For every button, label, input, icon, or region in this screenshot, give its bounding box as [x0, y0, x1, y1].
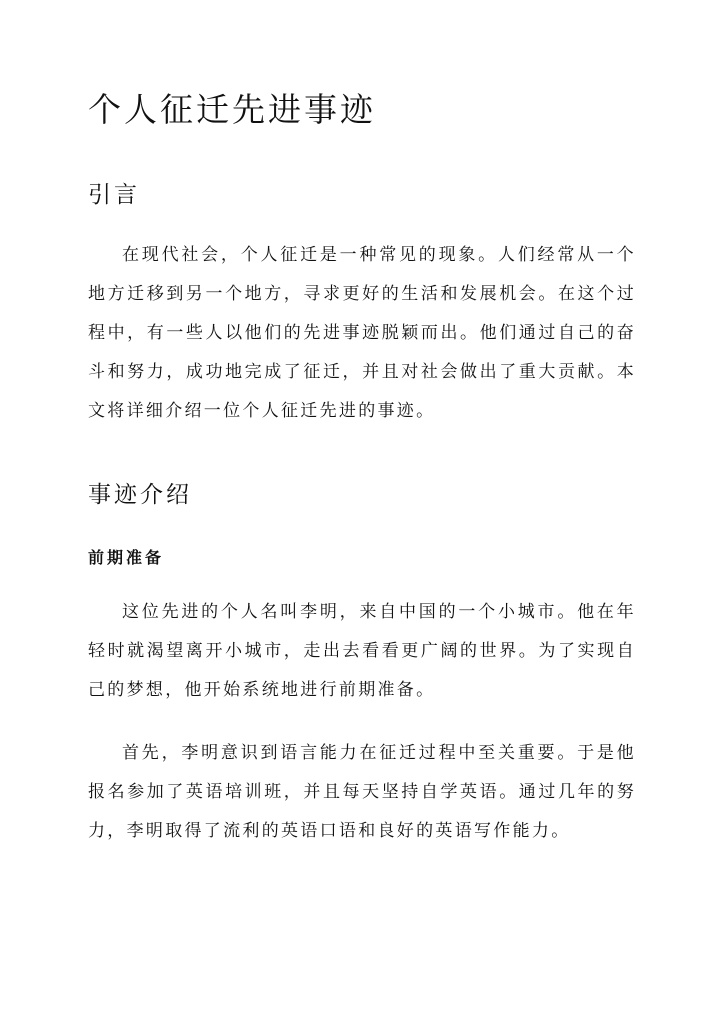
introduction-paragraph: 在现代社会，个人征迁是一种常见的现象。人们经常从一个地方迁移到另一个地方，寻求更好的生活和发展机会。在这个过程中，有一些人以他们的先进事迹脱颖而出。他们通过自己的奋斗和努力，成功地完成了征迁，并且对社会做出了重大贡献。本文将详细介绍一位个人征迁先进的事迹。 — [88, 245, 636, 421]
preparation-paragraph-1: 这位先进的个人名叫李明，来自中国的一个小城市。他在年轻时就渴望离开小城市，走出去看看更广阔的世界。为了实现自己的梦想，他开始系统地进行前期准备。 — [88, 602, 636, 700]
section-heading-introduction: 引言 — [88, 182, 140, 208]
section-heading-deeds: 事迹介绍 — [88, 482, 192, 508]
subsection-heading-preparation: 前期准备 — [88, 548, 165, 567]
document-title: 个人征迁先进事迹 — [88, 90, 376, 129]
preparation-paragraph-2: 首先，李明意识到语言能力在征迁过程中至关重要。于是他报名参加了英语培训班，并且每天坚持自学英语。通过几年的努力，李明取得了流利的英语口语和良好的英语写作能力。 — [88, 743, 636, 841]
